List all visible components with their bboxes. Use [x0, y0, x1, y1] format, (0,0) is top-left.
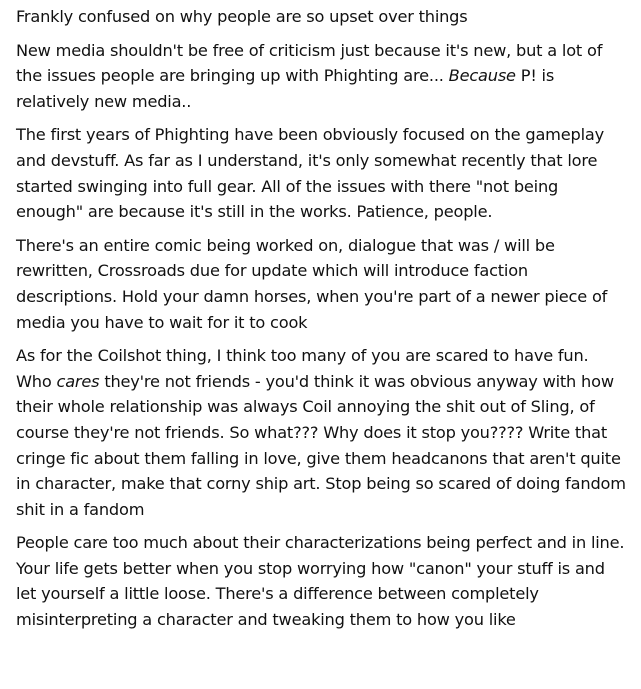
paragraph-5 — [16, 343, 627, 522]
paragraph-5-text-after: they're not friends - you'd think it was obvious anyway with how their whole relationship was always Coil annoying the shit out of Sling, of course they're not friends. So what??? Why does it stop you???? Write that cringe fic about them falling in love, give them headcanons that aren't quite in character, make that corny ship art. Stop being so scared of doing fandom shit in a fandom — [16, 371, 626, 519]
paragraph-1: Frankly confused on why people are so upset over things — [16, 7, 468, 26]
paragraph-4: There's an entire comic being worked on, dialogue that was / will be rewritten, Crossroads due for update which will introduce faction descriptions. Hold your damn horses, when you're part of a newer piece of media you have to wait for it to cook — [16, 235, 608, 332]
paragraph-2-emphasis: Because — [448, 66, 516, 86]
paragraph-2 — [16, 38, 627, 115]
paragraph-2-text-before: New media shouldn't be free of criticism just because it's new, but a lot of the issues people are bringing up with Phighting are... — [16, 40, 603, 86]
paragraph-3: The first years of Phighting have been obviously focused on the gameplay and devstuff. As far as I understand, it's only somewhat recently that lore started swinging into full gear. All of the issues with there "not being enough" are because it's still in the works. Patience, people. — [16, 125, 604, 222]
paragraph-5-emphasis: cares — [56, 371, 100, 391]
paragraph-5-text-before: As for the Coilshot thing, I think too many of you are scared to have fun. Who — [16, 346, 589, 391]
paragraph-2-text-after: P! is relatively new media.. — [16, 66, 555, 111]
paragraph-6: People care too much about their characterizations being perfect and in line. Your life gets better when you stop worrying how "canon" your stuff is and let yourself a little loose. There's a difference between completely misinterpreting a character and tweaking them to how you like — [16, 533, 625, 630]
